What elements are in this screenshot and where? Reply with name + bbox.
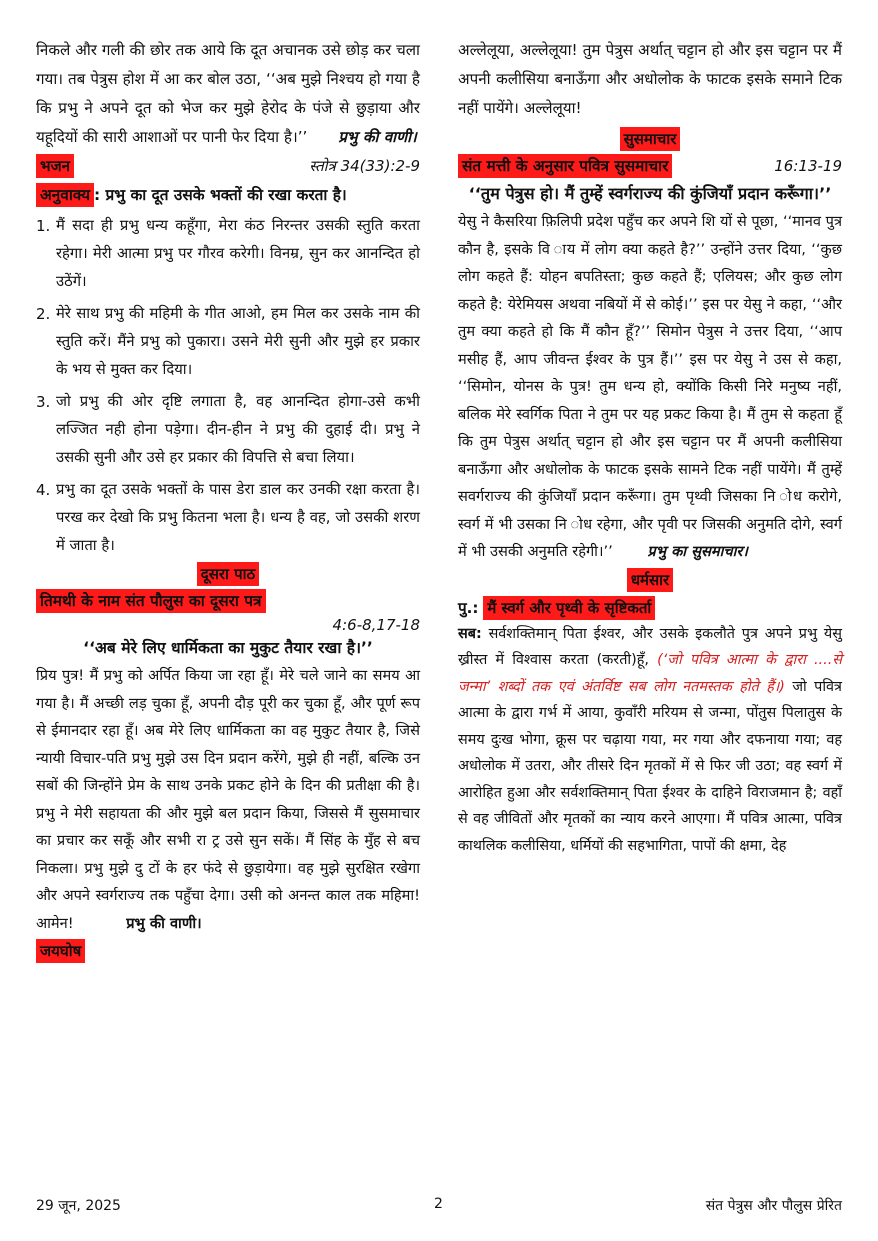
right-column xyxy=(458,36,842,859)
acclamation-label-row xyxy=(36,939,420,963)
verse-number: 1. xyxy=(36,217,51,235)
gospel-sign: प्रभु का सुसमाचार। xyxy=(647,543,748,560)
psalm-verses xyxy=(36,212,420,560)
verse-text: जो प्रभु की ओर दृष्टि लगाता है, वह आनन्दित होगा-उसे कभी लज्जित नही होना पड़ेगा। दीन-हीन ने प्रभु की दुहाई दी। प्रभु ने उसकी सुनी और उसे हर प्रकार की विपत्ति से बचा लिया। xyxy=(56,393,420,466)
response-line xyxy=(36,182,420,208)
second-reading-label-row xyxy=(36,562,420,586)
creed-rubric: (‘जो पवित्र आत्मा के द्वारा ....से जन्मा’ शब्दों तक एवं अंतर्विष्ट सब लोग नतमस्तक होते हैं।) xyxy=(458,652,842,695)
psalm-label: भजन xyxy=(36,154,74,178)
response-text: : प्रभु का दूत उसके भक्तों की रखा करता है। xyxy=(94,186,347,204)
gospel-label: सुसमाचार xyxy=(620,127,681,151)
psalm-verse xyxy=(36,388,420,472)
second-reading-sign: प्रभु की वाणी। xyxy=(126,914,202,932)
gospel-heading: ‘‘तुम पेत्रुस हो। मैं तुम्हें स्वर्गराज्य की कुंजियाँ प्रदान करूँगा।’’ xyxy=(468,184,832,203)
footer-page-number: 2 xyxy=(434,1196,443,1212)
acclamation-label: जयघोष xyxy=(36,939,85,963)
creed-label-row xyxy=(458,568,842,592)
second-reading-label: दूसरा पाठ xyxy=(197,562,259,586)
creed-priest-marker: पु.: xyxy=(458,598,479,617)
footer-feast-name: संत पेत्रुस और पौलुस प्रेरित xyxy=(705,1198,842,1214)
gospel-text: येसु ने कैसरिया फ़िलिपी प्रदेश पहुँच कर अपने शि यों से पूछा, ‘‘मानव पुत्र कौन है, इसके वि ाय में लोग क्या कहते है?’’ उन्होंने उत्तर दिया, ‘‘कुछ लोग कहते हैं: योहन बपतिस्ता; कुछ कहते हैं; एलियस; और कुछ लोग कहते है: येरेमियस अथवा नबियों में से कोई।’’ इस पर येसु ने कहा, ‘‘और तुम क्या कहते हो कि मैं कौन हूँ?’’ सिमोन पेत्रुस ने उत्तर दिया, ‘‘आप मसीह हैं, आप जीवन्त ईश्वर के पुत्र हैं।’’ इस पर येसु ने उस से कहा, ‘‘सिमोन, योनस के पुत्र! तुम धन्य हो, क्योंकि किसी निरे मनुष्य नहीं, बलिक मेरे स्वर्गिक पिता ने तुम पर यह प्रकट किया है। मैं तुम से कहता हूँ कि तुम पेत्रुस अर्थात् चट्टान हो और इस चट्टान पर मैं अपनी कलीसिया बनाऊँगा और अधोलोक के फाटक इसके सामने टिक नहीं पायेंगे। मैं तुम्हें सवर्गराज्य की कुंजियाँ प्रदान करूँगा। तुम पृथ्वी जिसका नि ोध करोगे, स्वर्ग में भी उसका नि ोध रहेगा, और पृवी पर जिसकी अनुमति दोगे, स्वर्ग में भी उसकी अनुमति रहेगी।’’ प्रभु का सुसमाचार। xyxy=(458,213,842,560)
second-reading-reference: 4:6-8,17-18 xyxy=(332,616,420,634)
second-reading-text: प्रिय पुत्र! मैं प्रभु को अर्पित किया जा रहा हूँ। मेरे चले जाने का समय आ गया है। मैं अच्छी लड़ चुका हूँ, अपनी दौड़ पूरी कर चुका हूँ, और पूर्ण रूप से ईमानदार रहा हूँ। अब मेरे लिए धार्मिकता का वह मुकुट तैयार है, जिसे न्यायी विचार-पति प्रभु मुझे उस दिन प्रदान करेंगे, मुझे ही नहीं, बल्कि उन सबों की जिन्होंने प्रेम के साथ उनके प्रकट होने के दिन की प्रतीक्षा की है। प्रभु ने मेरी सहायता की और मुझे बल प्रदान किया, जिससे मैं सुसमाचार का प्रचार कर सकूँ और सभी रा ट्र उसे सुन सकें। मैं सिंह के मुँह से बच निकला। प्रभु मुझे दु टों के हर फंदे से छुड़ायेगा। वह मुझे सुरक्षित रखेगा और अपने स्वर्गराज्य तक पहुँचा देगा। उसी को अनन्त काल तक महिमा! आमेन! प्रभु की वाणी। xyxy=(36,667,420,932)
verse-text: मैं सदा ही प्रभु धन्य कहूँगा, मेरा कंठ निरन्तर उसकी स्तुति करता रहेगा। मेरी आत्मा प्रभु पर गौरव करेगी। विनम्र, सुन कर आनन्दित हो उठेंगें। xyxy=(56,217,420,290)
second-reading-ref-row xyxy=(36,615,420,634)
creed-priest-text: मैं स्वर्ग और पृथ्वी के सृष्टिकर्ता xyxy=(483,596,655,620)
verse-number: 3. xyxy=(36,393,51,411)
response-label: अनुवाक्य xyxy=(36,183,94,207)
creed-label: धर्मसार xyxy=(627,568,673,592)
gospel-title-row xyxy=(458,154,842,178)
psalm-verse xyxy=(36,300,420,384)
psalm-reference: स्तोत्र 34(33):2-9 xyxy=(309,157,420,175)
second-reading-title-row xyxy=(36,589,420,613)
verse-text: मेरे साथ प्रभु की महिमी के गीत आओ, हम मिल कर उसके नाम की स्तुति करें। मैंने प्रभु को पुकारा। उसने मेरी सुनी और मुझे हर प्रकार के भय से मुक्त कर दिया। xyxy=(56,305,420,378)
creed-all-marker: सब: xyxy=(458,625,482,642)
verse-number: 4. xyxy=(36,481,51,499)
first-reading-end-text: निकले और गली की छोर तक आये कि दूत अचानक उसे छोड़ कर चला गया। तब पेत्रुस होश में आ कर बोल उठा, ‘‘अब मुझे निश्चय हो गया है कि प्रभु ने अपने दूत को भेज कर मुझे हेरोद के पंजे से छुड़ाया और यहूदियों की सारी आशाओं पर पानी फेर दिया है।’’ प्रभु की वाणी। xyxy=(36,41,420,146)
second-reading-heading: ‘‘अब मेरे लिए धार्मिकता का मुकुट तैयार रखा है।’’ xyxy=(83,639,373,657)
gospel-reference: 16:13-19 xyxy=(774,157,842,175)
footer-date: 29 जून, 2025 xyxy=(36,1198,121,1214)
creed-priest-line xyxy=(458,595,842,621)
gospel-label-row xyxy=(458,127,842,151)
verse-text: प्रभु का दूत उसके भक्तों के पास डेरा डाल कर उनकी रक्षा करता है। परख कर देखो कि प्रभु कितना भला है। धन्य है वह, जो उसकी शरण में जाता है। xyxy=(56,481,420,554)
gospel-title: संत मत्ती के अनुसार पवित्र सुसमाचार xyxy=(458,154,672,178)
left-column xyxy=(36,36,420,963)
creed-text: सब: सर्वशक्तिमान् पिता ईश्वर, और उसके इकलौते पुत्र अपने प्रभु येसु ख्रीस्त में विश्वास करता (करती)हूँ, (‘जो पवित्र आत्मा के द्वारा ....से जन्मा’ शब्दों तक एवं अंतर्विष्ट सब लोग नतमस्तक होते हैं।) जो पवित्र आत्मा के द्वारा गर्भ में आया, कुवाँरी मरियम से जन्मा, पोंतुस पिलातुस के समय दुःख भोगा, क्रूस पर चढ़ाया गया, मर गया और दफनाया गया; वह अधोलोक में उतरा, और तीसरे दिन मृतकों में से फिर जी उठा; वह स्वर्ग में आरोहित हुआ और सर्वशक्तिमान् पिता ईश्वर के दाहिने विराजमान है; वहाँ से वह जीवितों और मृतकों का न्याय करने आएगा। मैं पवित्र आत्मा, पवित्र काथलिक कलीसिया, धर्मियों की सहभागिता, पापों की क्षमा, देह xyxy=(458,625,843,854)
verse-number: 2. xyxy=(36,305,51,323)
second-reading-title: तिमथी के नाम संत पौलुस का दूसरा पत्र xyxy=(36,589,266,613)
psalm-verse xyxy=(36,212,420,296)
psalm-header-row xyxy=(36,154,420,178)
first-reading-sign: प्रभु की वाणी। xyxy=(338,128,417,146)
alleluia-text: अल्लेलूया, अल्लेलूया! तुम पेत्रुस अर्थात् चट्टान हो और इस चट्टान पर मैं अपनी कलीसिया बनाऊँगा और अधोलोक के फाटक इसके समाने टिक नहीं पायेंगे। अल्लेलूया! xyxy=(458,41,842,117)
psalm-verse xyxy=(36,476,420,560)
